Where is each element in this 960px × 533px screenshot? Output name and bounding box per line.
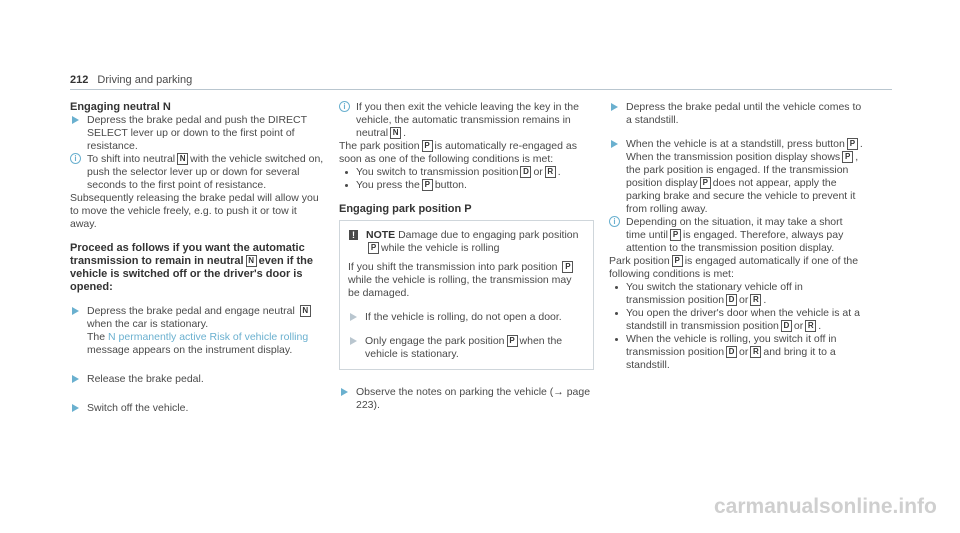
column-1	[70, 101, 325, 415]
info-icon: i	[609, 216, 620, 227]
page-header	[70, 74, 192, 87]
arrow-icon	[72, 307, 79, 315]
info-icon: i	[339, 101, 350, 112]
step-item: Observe the notes on parking the vehicle (→ page 223).	[339, 386, 594, 412]
arrow-icon	[72, 116, 79, 124]
column-3	[609, 101, 864, 372]
column-2	[339, 101, 594, 412]
info-item: i Depending on the situation, it may take a short time until P is engaged. Therefore, always pay attention to the transmission position display.	[609, 216, 864, 255]
step-item: Depress the brake pedal and push the DIRECT SELECT lever up or down to the first point of resistance.	[70, 114, 325, 153]
heading-engaging-park: Engaging park position P	[339, 203, 472, 215]
bullet-item: You switch the stationary vehicle off in transmission position D or R .	[609, 281, 864, 307]
step-item: Depress the brake pedal until the vehicle comes to a standstill.	[609, 101, 864, 127]
arrow-icon	[72, 404, 79, 412]
key-n-icon: N	[177, 153, 188, 165]
bullet-item: You open the driver's door when the vehicle is at a standstill in transmission position D or R .	[609, 307, 864, 333]
info-icon: i	[70, 153, 81, 164]
note-header: ! NOTE Damage due to engaging park positionP while the vehicle is rolling	[340, 221, 593, 255]
heading-neutral-remain: Proceed as follows if you want the automatic transmission to remain in neutral N even if the vehicle is switched off or the driver's door is opened:	[70, 242, 313, 293]
page-reference-link[interactable]: page 223).	[356, 386, 591, 411]
note-paragraph: If you shift the transmission into park position Pwhile the vehicle is rolling, the transmission may be damaged.	[348, 261, 572, 299]
key-p-icon: P	[422, 140, 433, 152]
note-step: Only engage the park position P when the vehicle is stationary.	[348, 335, 585, 361]
note-box	[339, 220, 594, 370]
section-title: Driving and parking	[97, 74, 193, 86]
heading-engaging-neutral: Engaging neutral N	[70, 101, 171, 113]
info-item: i If you then exit the vehicle leaving the key in the vehicle, the automatic transmission remains in neutral N .	[339, 101, 594, 140]
arrow-icon	[341, 388, 348, 396]
watermark: carmanualsonline.info	[714, 495, 937, 518]
key-d-icon: D	[520, 166, 531, 178]
step-item: Switch off the vehicle.	[70, 402, 325, 415]
arrow-icon	[611, 140, 618, 148]
arrow-icon	[72, 375, 79, 383]
paragraph: Park position P is engaged automatically if one of the following conditions is met:	[609, 255, 859, 280]
info-item: i To shift into neutral N with the vehicle switched on, push the selector lever up or down for several seconds to the first point of resistance.	[70, 153, 325, 192]
header-rule	[70, 89, 892, 90]
note-step: If the vehicle is rolling, do not open a door.	[348, 311, 585, 324]
step-item: Release the brake pedal.	[70, 373, 325, 386]
bullet-item: You press the P button.	[339, 179, 594, 192]
warning-icon: !	[349, 230, 358, 240]
bullet-item: When the vehicle is rolling, you switch it off in transmission position D or R and bring it to a standstill.	[609, 333, 864, 372]
arrow-icon	[350, 313, 357, 321]
step-item: Depress the brake pedal and engage neutral Nwhen the car is stationary. The N permanently active Risk of vehicle rolling message appears on the instrument display.	[70, 305, 325, 357]
key-r-icon: R	[545, 166, 556, 178]
step-item: When the vehicle is at a standstill, press button P . When the transmission position display shows P , the park position is engaged. If the transmission position display P does not appear, apply the parking brake and secure the vehicle to prevent it from rolling away.	[609, 138, 864, 216]
arrow-icon	[611, 103, 618, 111]
display-message-link[interactable]: N permanently active Risk of vehicle rolling	[108, 331, 309, 343]
paragraph: Subsequently releasing the brake pedal will allow you to move the vehicle freely, e.g. to push it or tow it away.	[70, 192, 319, 230]
arrow-icon	[350, 337, 357, 345]
bullet-item: You switch to transmission position D or R .	[339, 166, 594, 179]
page-number: 212	[70, 74, 89, 86]
paragraph: The park position P is automatically re-engaged as soon as one of the following conditions is met:	[339, 140, 577, 165]
